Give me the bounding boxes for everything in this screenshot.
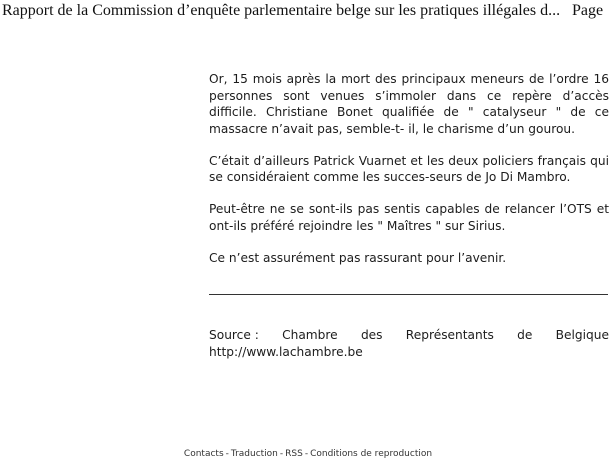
source-word: Représentants bbox=[405, 328, 494, 342]
footer-link-conditions[interactable]: Conditions de reproduction bbox=[310, 449, 433, 459]
footer-link-rss[interactable]: RSS bbox=[285, 449, 303, 459]
source-word: de bbox=[517, 328, 533, 342]
source-block bbox=[209, 327, 609, 360]
page-header bbox=[2, 0, 616, 22]
footer-link-contacts[interactable]: Contacts bbox=[183, 449, 224, 459]
article-body bbox=[209, 71, 609, 282]
footer-separator: - bbox=[304, 449, 309, 459]
document-title: Rapport de la Commission d’enquête parlementaire belge sur les pratiques illégales d... bbox=[2, 2, 561, 19]
source-word: Belgique bbox=[555, 328, 609, 342]
paragraph: Ce n’est assurément pas rassurant pour l’avenir. bbox=[209, 250, 507, 265]
source-word: Chambre bbox=[282, 328, 338, 342]
paragraph: Peut-être ne se sont-ils pas sentis capables de relancer l’OTS et ont-ils préféré rejoindre les " Maîtres " sur Sirius. bbox=[209, 202, 609, 233]
source-line bbox=[209, 327, 609, 344]
paragraph: Or, 15 mois après la mort des principaux meneurs de l’ordre 16 personnes sont venues s’immoler dans ce repère d’accès difficile. Christiane Bonet qualifiée de " catalyseur " de ce massacre n’avait pas, semble-t- il, le charisme d’un gourou. bbox=[209, 72, 609, 136]
page-label: Page bbox=[572, 2, 604, 19]
footer-link-traduction[interactable]: Traduction bbox=[230, 449, 278, 459]
footer-links bbox=[0, 448, 616, 460]
source-label: Source : bbox=[209, 328, 259, 342]
footer-separator: - bbox=[279, 449, 284, 459]
source-url[interactable]: http://www.lachambre.be bbox=[209, 344, 363, 359]
source-word: des bbox=[360, 328, 383, 342]
horizontal-divider bbox=[209, 294, 608, 295]
paragraph: C’était d’ailleurs Patrick Vuarnet et les deux policiers français qui se considéraient comme les succes-seurs de Jo Di Mambro. bbox=[209, 153, 609, 184]
footer-separator: - bbox=[225, 449, 229, 459]
